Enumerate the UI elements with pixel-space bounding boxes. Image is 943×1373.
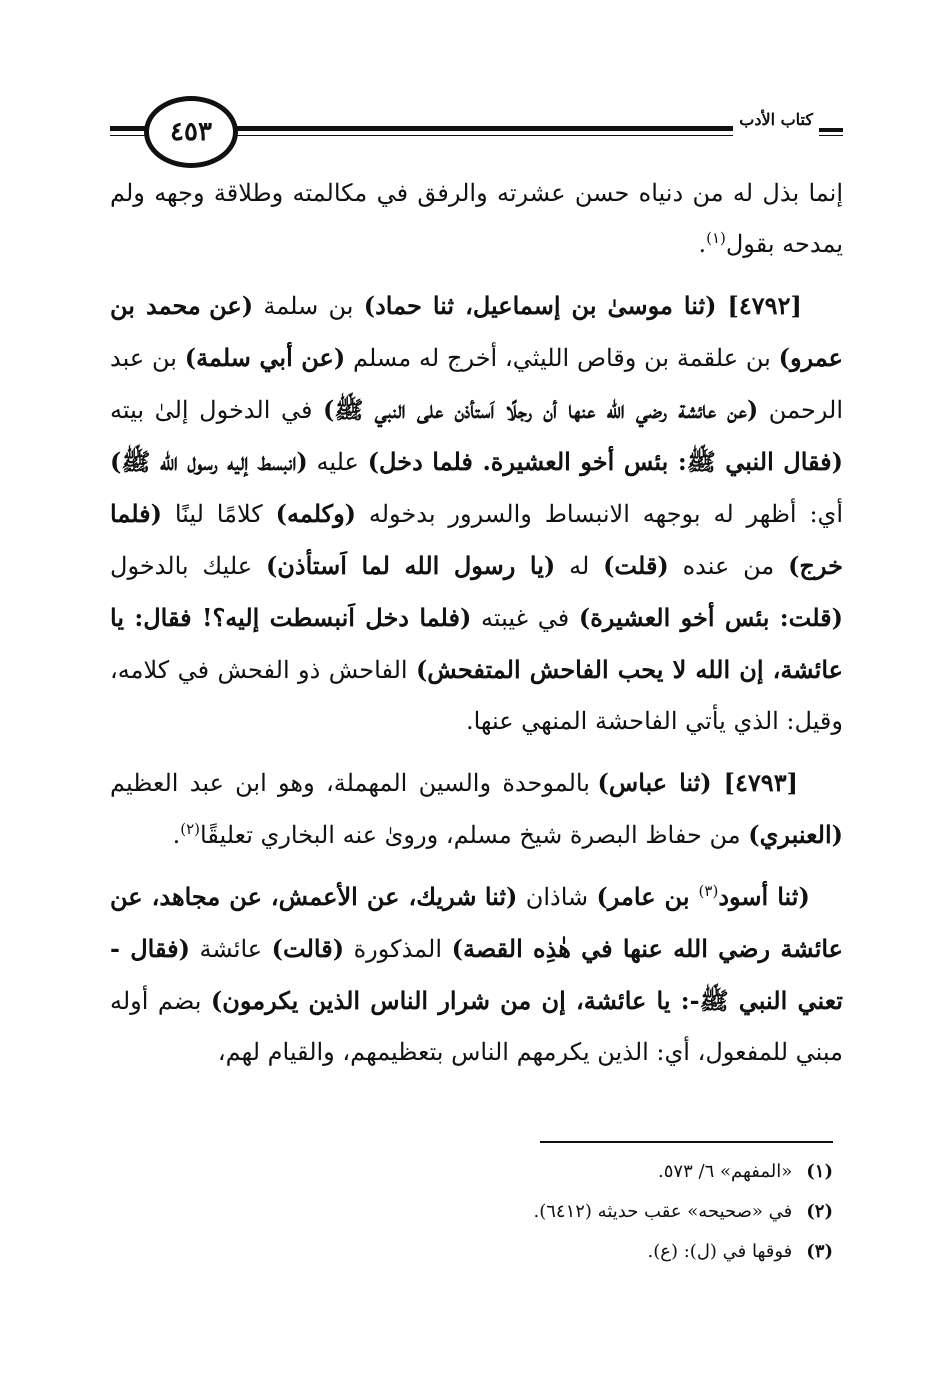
hadith-text: (ثنا أسود <box>718 882 810 911</box>
header-rule <box>230 126 733 131</box>
commentary-text: بن علقمة بن وقاص الليثي، أخرج له مسلم <box>345 344 779 372</box>
hadith-text: (عن محمد بن عمرو) <box>110 291 843 372</box>
commentary-text: من عنده <box>668 552 789 580</box>
hadith-text: (عن عائشة رضي الله عنها أن رجلًا اَستأذن على النبي ﷺ) <box>323 395 759 424</box>
commentary-text: شاذان <box>517 883 597 911</box>
footnote-separator <box>540 1141 833 1143</box>
footnote-item <box>110 1192 833 1232</box>
commentary-text: بن عبد الرحمن <box>110 344 843 424</box>
hadith-text: [٤٧٩٢] (ثنا موسىٰ بن إسماعيل، ثنا حماد) <box>363 291 802 320</box>
hadith-text: [٤٧٩٣] (ثنا عباس) <box>597 768 798 797</box>
footnote-number: (٢) <box>806 1201 833 1222</box>
text-run: . <box>698 230 707 258</box>
hadith-text: (انبسط إليه رسول الله ﷺ) <box>110 447 308 476</box>
commentary-text: كلامًا لينًا <box>161 500 276 528</box>
hadith-text: (قالت) <box>271 934 345 963</box>
commentary-text: بضم أوله مبني للمفعول، أي: الذين يكرمهم الناس بتعظيمهم، والقيام لهم، <box>110 987 843 1066</box>
footnote-ref[interactable]: (١) <box>706 229 726 247</box>
hadith-text: (ثنا شريك، عن الأعمش، عن مجاهد، عن عائشة رضي الله عنها في هٰذِه القصة) <box>110 882 844 963</box>
header-rule-thin <box>230 135 733 136</box>
commentary-text: عليك بالدخول <box>110 552 266 580</box>
page-header <box>110 88 843 168</box>
hadith-text: بن عامر) <box>596 882 699 911</box>
commentary-text: المذكورة <box>344 935 452 963</box>
footnote-item <box>110 1152 833 1192</box>
main-text <box>110 168 843 1078</box>
hadith-text: (قلت: بئس أخو العشيرة) <box>578 603 843 632</box>
paragraph-1 <box>110 168 843 270</box>
header-dash <box>819 128 843 132</box>
hadith-text: (العنبري) <box>748 820 843 849</box>
commentary-text: في الدخول إلىٰ بيته <box>110 396 323 424</box>
commentary-text: أي: أظهر له بوجهه الانبساط والسرور بدخوله <box>356 500 843 528</box>
section-title: كتاب الأدب <box>733 110 819 129</box>
paragraph-4 <box>110 871 843 1078</box>
page-number: ٤٥٣ <box>144 96 238 168</box>
hadith-text: (يا رسول الله لما اَستأذن) <box>265 551 556 580</box>
commentary-text: الفاحش ذو الفحش في كلامه، وقيل: الذي يأتي الفاحشة المنهي عنها. <box>110 656 843 735</box>
paragraph-hadith-4793 <box>110 757 843 861</box>
commentary-text: . <box>172 821 181 849</box>
commentary-text: عليه <box>307 448 368 476</box>
hadith-text: (فقال - تعني النبي ﷺ-: يا عائشة، إن من شرار الناس الذين يكرمون) <box>110 934 843 1015</box>
footnote-text: في «صحيحه» عقب حديثه (٦٤١٢). <box>533 1201 793 1222</box>
footnote-text: فوقها في (ل): (ع). <box>647 1241 793 1262</box>
footnote-number: (١) <box>806 1161 833 1182</box>
hadith-text: (فقال النبي ﷺ: بئس أخو العشيرة. فلما دخل) <box>367 447 843 476</box>
hadith-text: (فلما دخل اَنبسطت إليه؟! فقال: يا عائشة، إن الله لا يحب الفاحش المتفحش) <box>110 603 843 684</box>
commentary-text: له <box>555 552 604 580</box>
commentary-text: في غيبته <box>471 604 579 632</box>
hadith-text: (فلما خرج) <box>110 499 844 580</box>
footnote-text: «المفهم» ٦/ ٥٧٣. <box>658 1161 793 1182</box>
hadith-text: (قلت) <box>603 551 669 580</box>
footnote-ref[interactable]: (٣) <box>698 882 719 900</box>
commentary-text: عائشة <box>189 935 272 963</box>
footnotes <box>110 1152 833 1272</box>
hadith-text: (وكلمه) <box>275 499 357 528</box>
footnote-item <box>110 1232 833 1272</box>
hadith-text: (عن أبي سلمة) <box>184 343 346 372</box>
text-run: إنما بذل له من دنياه حسن عشرته والرفق في مكالمته وطلاقة وجهه ولم يمدحه بقول <box>110 179 843 258</box>
footnote-ref[interactable]: (٢) <box>180 820 201 838</box>
header-dash-thin <box>819 135 843 136</box>
commentary-text: بالموحدة والسين المهملة، وهو ابن عبد العظيم <box>110 769 598 797</box>
paragraph-hadith-4792 <box>110 280 843 747</box>
commentary-text: بن سلمة <box>253 292 364 320</box>
footnote-number: (٣) <box>806 1241 833 1262</box>
commentary-text: من حفاظ البصرة شيخ مسلم، وروىٰ عنه البخاري تعليقًا <box>200 821 749 849</box>
